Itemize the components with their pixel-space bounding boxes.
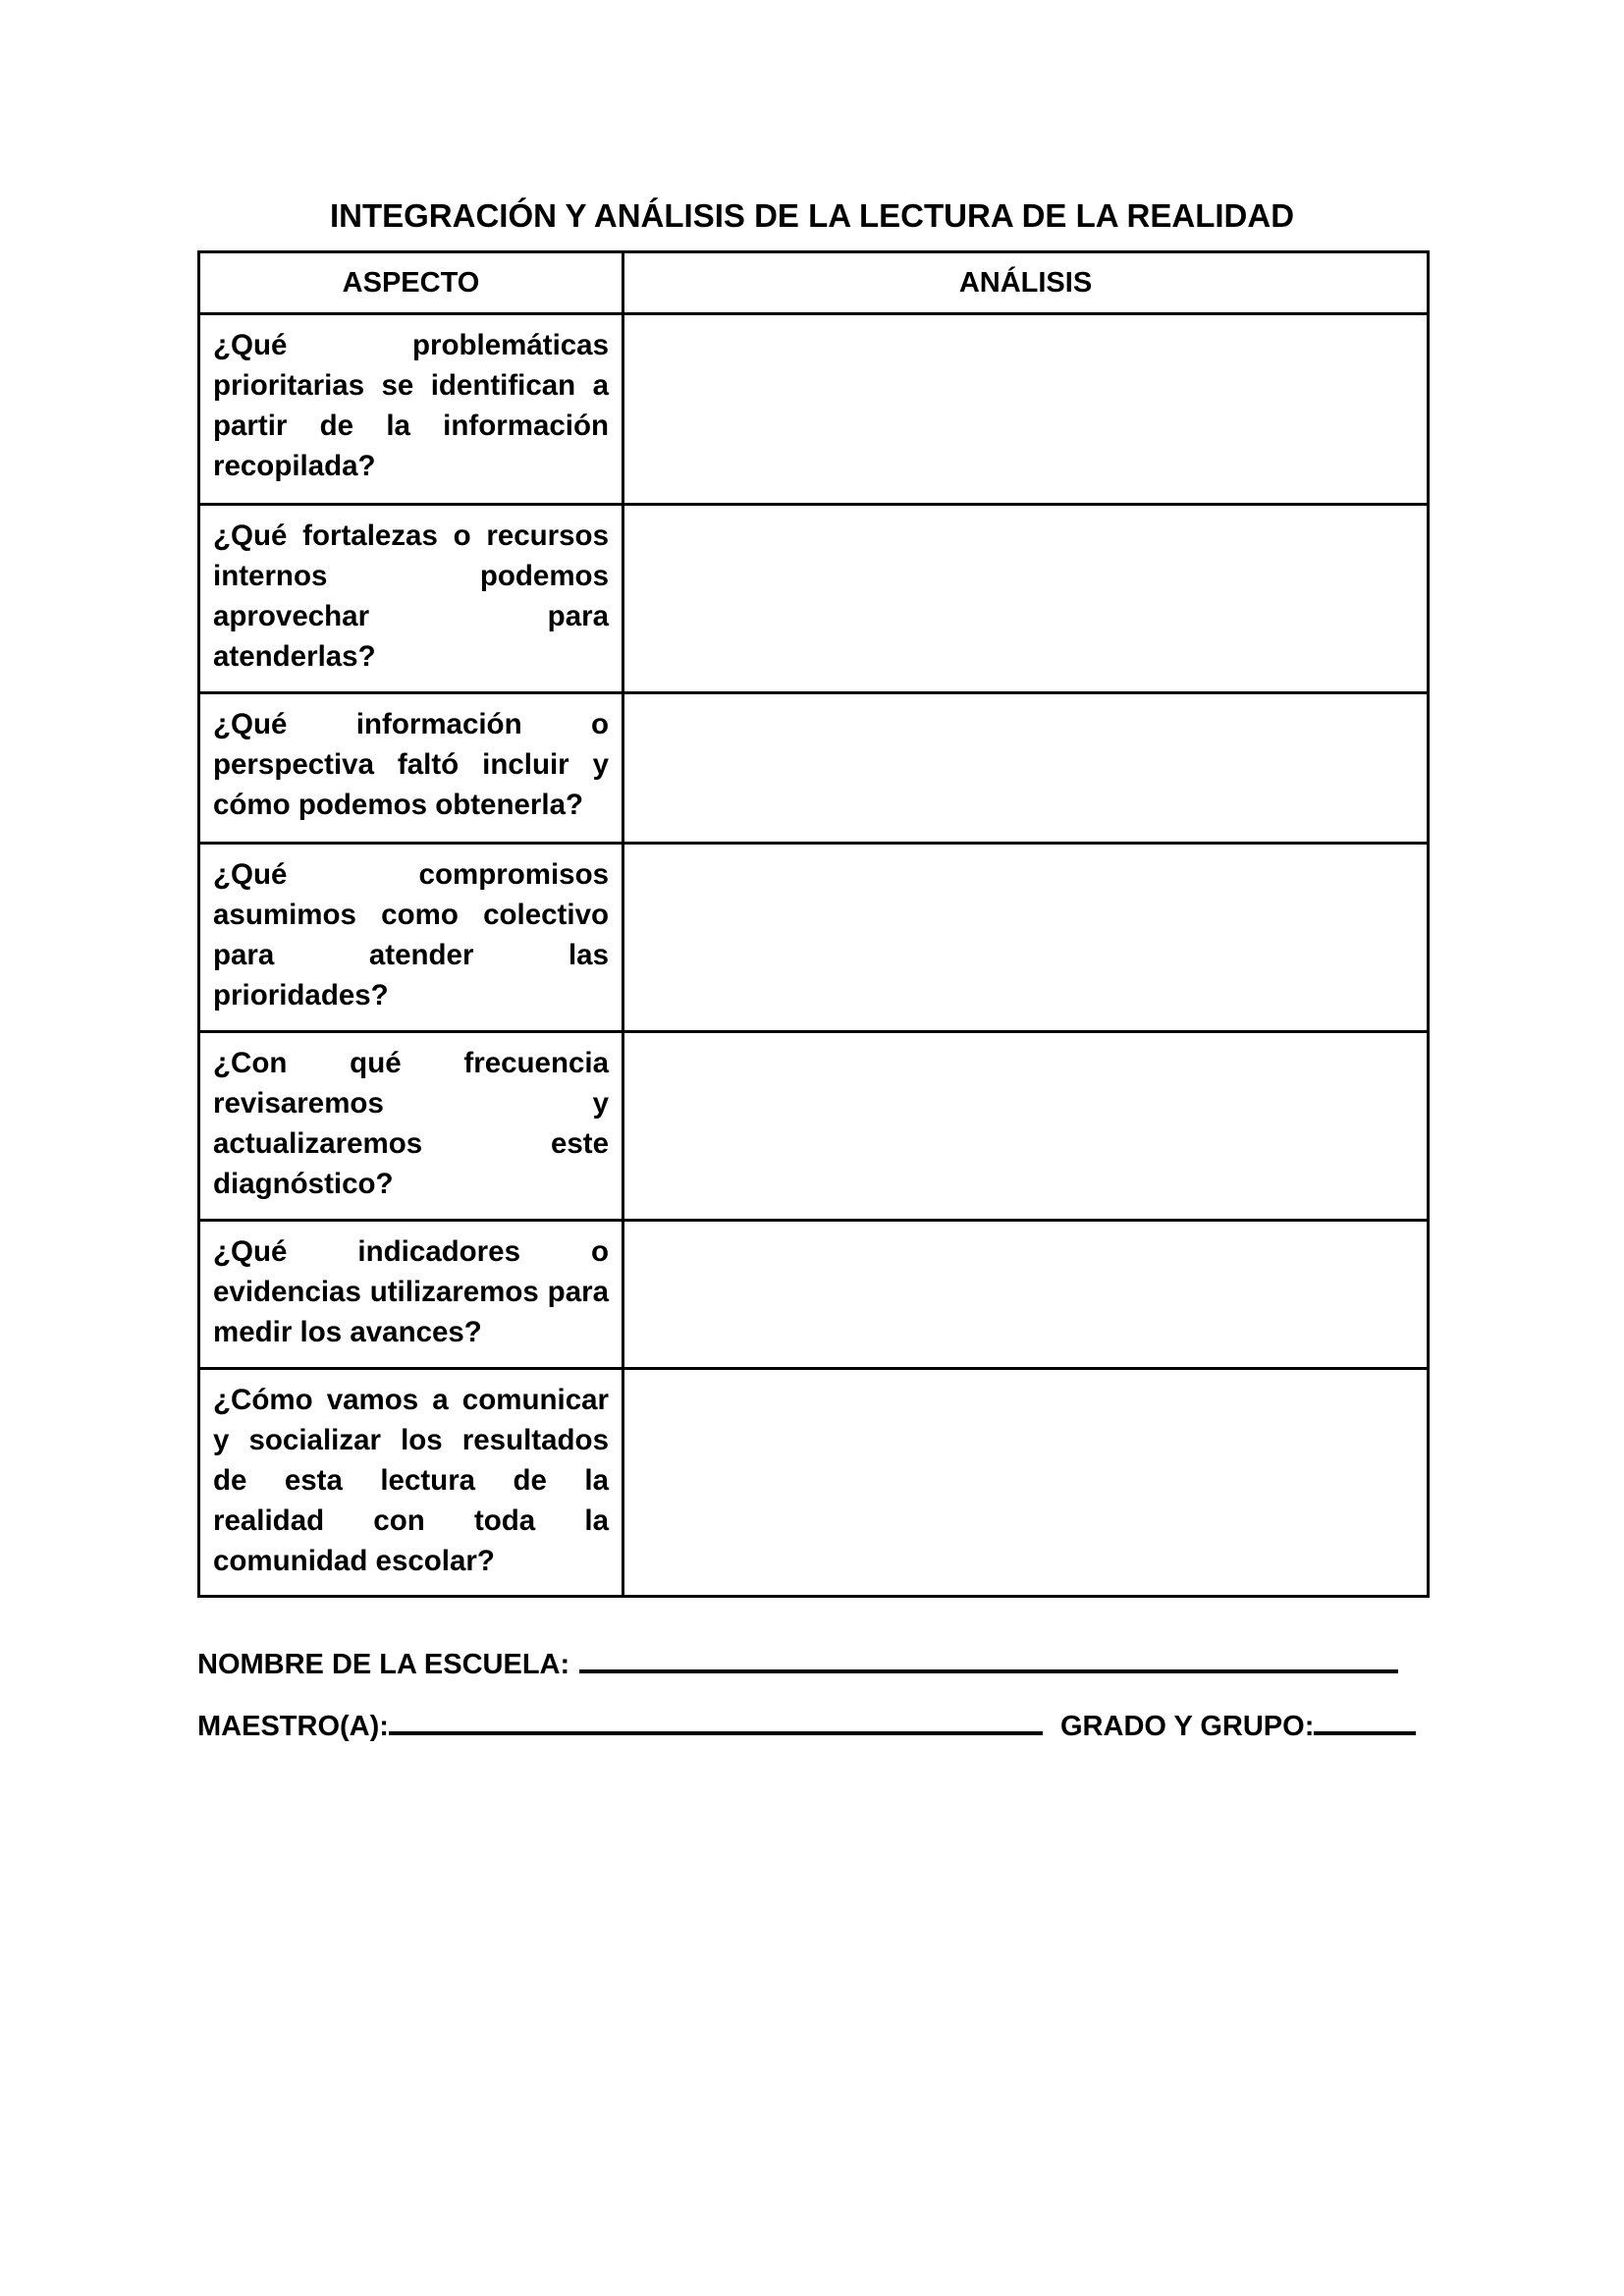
grade-group xyxy=(1060,1706,1416,1744)
table-row xyxy=(199,314,1429,505)
analysis-table xyxy=(197,250,1430,1598)
analisis-cell[interactable] xyxy=(623,505,1429,693)
table-header-row xyxy=(199,252,1429,314)
analisis-cell[interactable] xyxy=(623,1032,1429,1221)
analisis-cell[interactable] xyxy=(623,1369,1429,1597)
grade-group-field[interactable] xyxy=(1314,1706,1416,1735)
table-row xyxy=(199,693,1429,844)
table-row xyxy=(199,1369,1429,1597)
teacher-field[interactable] xyxy=(389,1706,1043,1735)
aspecto-cell: ¿Qué problemáticas prioritarias se identifican a partir de la información recopilada? xyxy=(199,314,623,505)
table-row xyxy=(199,844,1429,1032)
table-row xyxy=(199,1032,1429,1221)
table-row xyxy=(199,505,1429,693)
analisis-cell[interactable] xyxy=(623,844,1429,1032)
aspecto-cell: ¿Qué indicadores o evidencias utilizaremos para medir los avances? xyxy=(199,1221,623,1369)
aspecto-cell: ¿Qué información o perspectiva faltó incluir y cómo podemos obtenerla? xyxy=(199,693,623,844)
document-title: INTEGRACIÓN Y ANÁLISIS DE LA LECTURA DE LA REALIDAD xyxy=(329,197,1295,234)
analisis-cell[interactable] xyxy=(623,693,1429,844)
teacher-line xyxy=(197,1706,1430,1744)
aspecto-cell: ¿Qué fortalezas o recursos internos podemos aprovechar para atenderlas? xyxy=(199,505,623,693)
grade-group-label: GRADO Y GRUPO: xyxy=(1060,1711,1315,1742)
aspecto-cell: ¿Con qué frecuencia revisaremos y actualizaremos este diagnóstico? xyxy=(199,1032,623,1221)
table-row xyxy=(199,1221,1429,1369)
column-header-aspecto: ASPECTO xyxy=(199,252,623,314)
column-header-analisis: ANÁLISIS xyxy=(623,252,1429,314)
aspecto-cell: ¿Cómo vamos a comunicar y socializar los resultados de esta lectura de la realidad con toda la comunidad escolar? xyxy=(199,1369,623,1597)
teacher-label: MAESTRO(A): xyxy=(197,1711,389,1742)
school-name-label: NOMBRE DE LA ESCUELA: xyxy=(197,1649,570,1680)
analisis-cell[interactable] xyxy=(623,314,1429,505)
school-name-line xyxy=(197,1644,1398,1682)
aspecto-cell: ¿Qué compromisos asumimos como colectivo para atender las prioridades? xyxy=(199,844,623,1032)
analisis-cell[interactable] xyxy=(623,1221,1429,1369)
school-name-field[interactable] xyxy=(579,1644,1398,1673)
